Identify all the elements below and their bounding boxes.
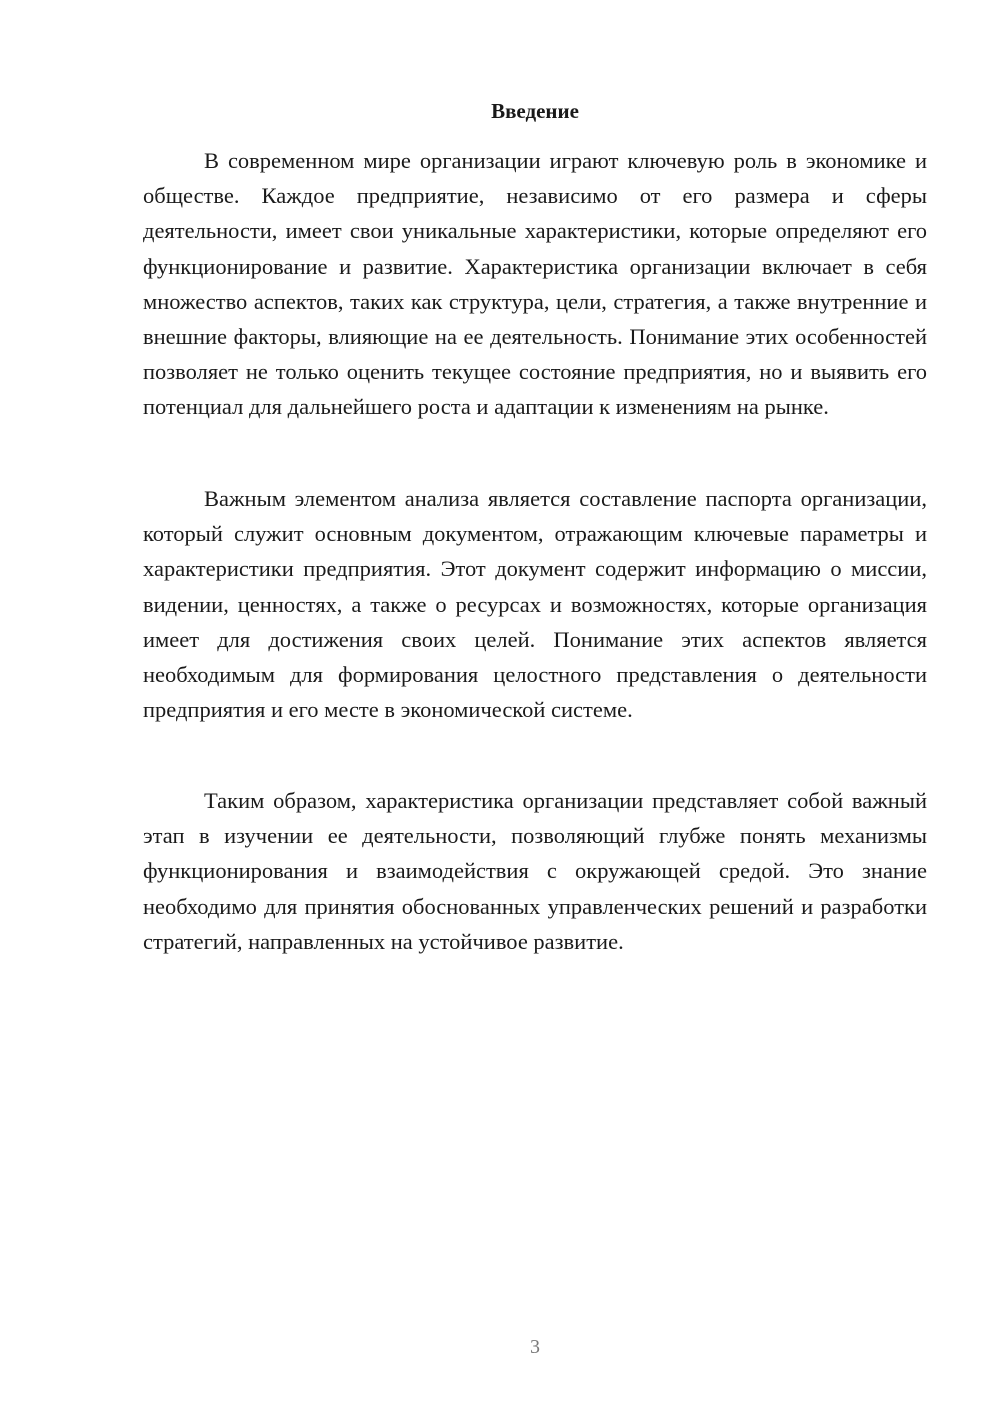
- paragraph-intro: В современном мире организации играют ключевую роль в экономике и обществе. Каждое предприятие, независимо от его размера и сферы деятельности, имеет свои уникальные характеристики, которые определяют его функционирование и развитие. Характеристика организации включает в себя множество аспектов, таких как структура, цели, стратегия, а также внутренние и внешние факторы, влияющие на ее деятельность. Понимание этих особенностей позволяет не только оценить текущее состояние предприятия, но и выявить его потенциал для дальнейшего роста и адаптации к изменениям на рынке.: [143, 148, 927, 420]
- section-heading: Введение: [491, 99, 579, 123]
- paragraph-passport: Важным элементом анализа является составление паспорта организации, который служит основным документом, отражающим ключевые параметры и характеристики предприятия. Этот документ содержит информацию о миссии, видении, ценностях, а также о ресурсах и возможностях, которые организация имеет для достижения своих целей. Понимание этих аспектов является необходимым для формирования целостного представления о деятельности предприятия и его месте в экономической системе.: [143, 486, 927, 723]
- paragraph-conclusion: Таким образом, характеристика организации представляет собой важный этап в изучении ее деятельности, позволяющий глубже понять механизмы функционирования и взаимодействия с окружающей средой. Это знание необходимо для принятия обоснованных управленческих решений и разработки стратегий, направленных на устойчивое развитие.: [143, 788, 927, 954]
- page-number: 3: [530, 1336, 540, 1358]
